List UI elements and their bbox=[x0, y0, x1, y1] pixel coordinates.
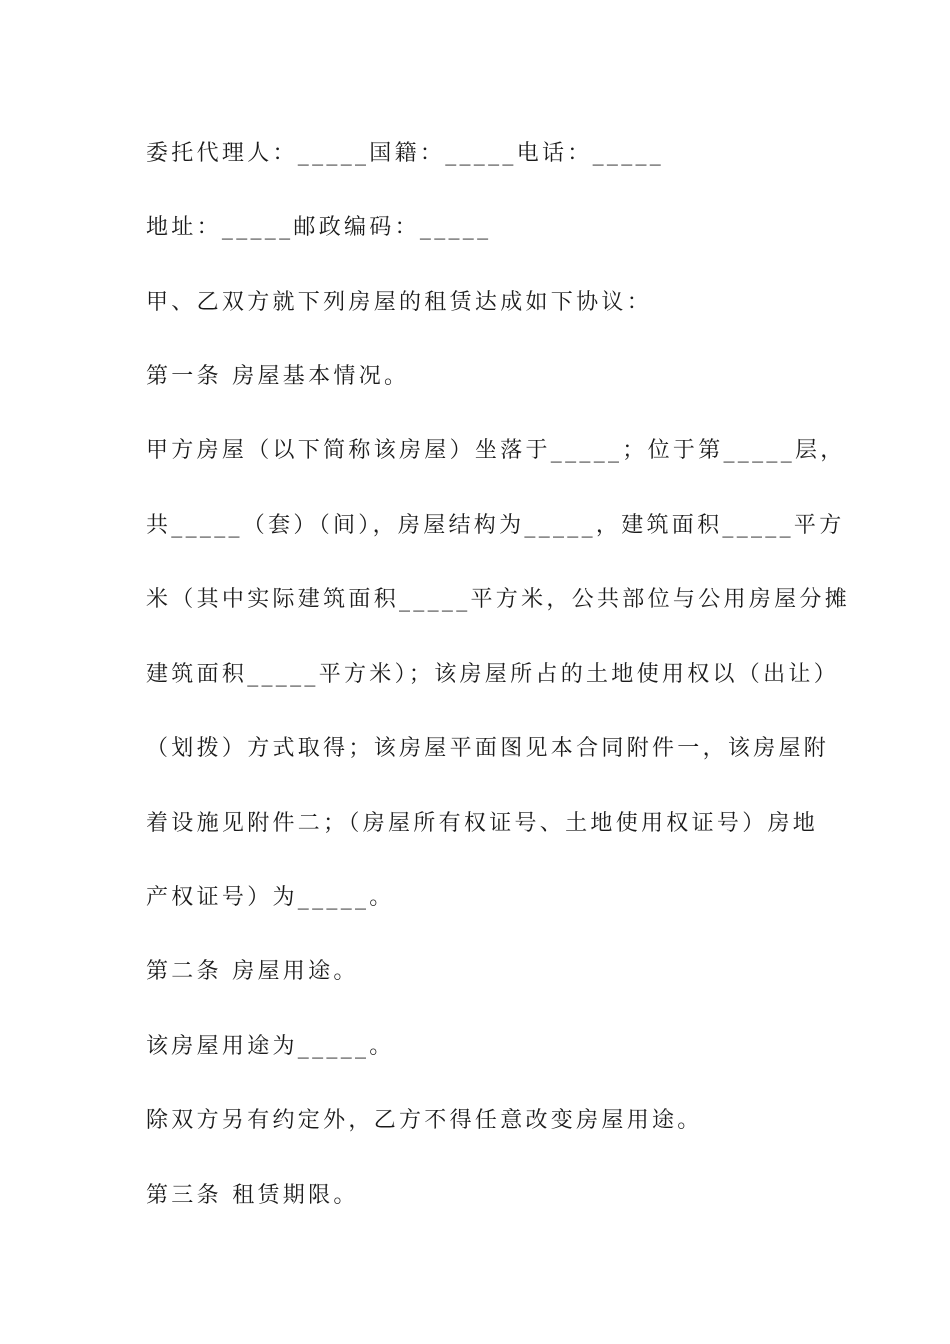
address-line: 地址：_____邮政编码：_____ bbox=[146, 215, 492, 240]
article-one-text-line-7: 产权证号）为_____。 bbox=[146, 885, 395, 910]
article-one-text-line-1: 甲方房屋（以下简称该房屋）坐落于_____；位于第_____层， bbox=[146, 438, 846, 463]
article-one-text-line-6: 着设施见附件二；（房屋所有权证号、土地使用权证号）房地 bbox=[146, 811, 819, 836]
article-two-text-line-1: 该房屋用途为_____。 bbox=[146, 1034, 395, 1059]
article-one-heading: 第一条 房屋基本情况。 bbox=[146, 364, 410, 389]
article-one-text-line-2: 共_____（套）（间），房屋结构为_____，建筑面积_____平方 bbox=[146, 513, 845, 538]
article-one-text-line-4: 建筑面积_____平方米）；该房屋所占的土地使用权以（出让） bbox=[146, 662, 840, 687]
article-two-text-line-2: 除双方另有约定外，乙方不得任意改变房屋用途。 bbox=[146, 1108, 703, 1133]
article-two-heading: 第二条 房屋用途。 bbox=[146, 959, 359, 984]
article-one-text-line-3: 米（其中实际建筑面积_____平方米，公共部位与公用房屋分摊 bbox=[146, 587, 851, 612]
article-one-text-line-5: （划拨）方式取得；该房屋平面图见本合同附件一，该房屋附 bbox=[146, 736, 830, 761]
agent-info-line: 委托代理人：_____国籍：_____电话：_____ bbox=[146, 141, 665, 166]
article-three-heading: 第三条 租赁期限。 bbox=[146, 1183, 359, 1208]
agreement-intro-line: 甲、乙双方就下列房屋的租赁达成如下协议： bbox=[146, 290, 653, 315]
